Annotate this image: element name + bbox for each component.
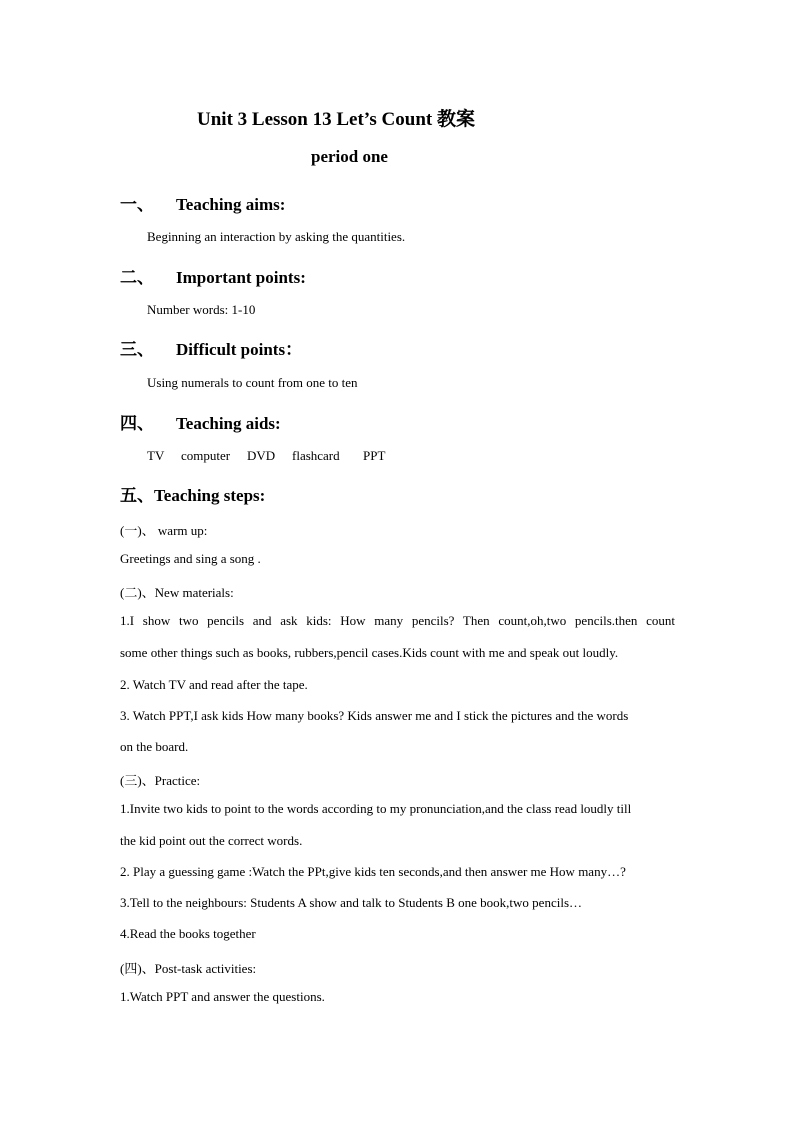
step-line: 1.I show two pencils and ask kids: How many pencils? Then count,oh,two pencils.then count <box>120 613 675 628</box>
step-line: the kid point out the correct words. <box>120 833 303 848</box>
document-subtitle: period one <box>311 147 388 166</box>
section-label: Teaching aids: <box>176 414 281 433</box>
aid-item: computer <box>181 448 231 463</box>
aid-item: PPT <box>363 448 386 463</box>
section-heading-important-points <box>120 263 306 288</box>
aid-item: DVD <box>247 448 276 463</box>
section-body-teaching-aims: Beginning an interaction by asking the quantities. <box>147 229 406 244</box>
step-line: 1.Invite two kids to point to the words according to my pronunciation,and the class read loudly till <box>120 801 632 816</box>
step-line: 3.Tell to the neighbours: Students A show and talk to Students B one book,two pencils… <box>120 895 583 910</box>
step-heading-warm-up: (一)、 warm up: <box>120 523 208 538</box>
step-line: 2. Play a guessing game :Watch the PPt,give kids ten seconds,and then answer me How many…? <box>120 864 626 879</box>
step-heading-new-materials: (二)、New materials: <box>120 585 234 600</box>
section-heading-difficult-points <box>120 335 302 360</box>
section-body-important-points: Number words: 1-10 <box>147 302 256 317</box>
section-label: Teaching aims: <box>176 195 286 214</box>
step-heading-post-task: (四)、Post-task activities: <box>120 961 257 976</box>
step-line: 4.Read the books together <box>120 926 256 941</box>
section-label: Difficult points： <box>176 340 303 359</box>
step-heading-practice: (三)、Practice: <box>120 773 201 788</box>
aid-item: flashcard <box>292 448 340 463</box>
step-line: on the board. <box>120 739 189 754</box>
section-number: 一、 <box>120 195 154 214</box>
section-body-difficult-points: Using numerals to count from one to ten <box>147 375 358 390</box>
section-heading-teaching-aids <box>120 409 281 434</box>
step-line: 3. Watch PPT,I ask kids How many books? Kids answer me and I stick the pictures and the words <box>120 708 629 723</box>
document-title: Unit 3 Lesson 13 Let’s Count 教案 <box>197 109 475 130</box>
aid-item: TV <box>147 448 165 463</box>
section-number: 二、 <box>120 268 154 287</box>
step-line: some other things such as books, rubbers,pencil cases.Kids count with me and speak out loudly. <box>120 645 619 660</box>
step-line: 1.Watch PPT and answer the questions. <box>120 989 325 1004</box>
section-heading-teaching-aims <box>120 190 285 215</box>
section-number: 三、 <box>120 340 154 359</box>
section-number: 四、 <box>120 414 154 433</box>
step-line: 2. Watch TV and read after the tape. <box>120 677 308 692</box>
section-label: Teaching steps: <box>154 486 266 505</box>
section-label: Important points: <box>176 268 306 287</box>
step-line: Greetings and sing a song . <box>120 551 261 566</box>
section-number: 五、 <box>120 486 154 505</box>
section-heading-teaching-steps <box>120 481 265 506</box>
